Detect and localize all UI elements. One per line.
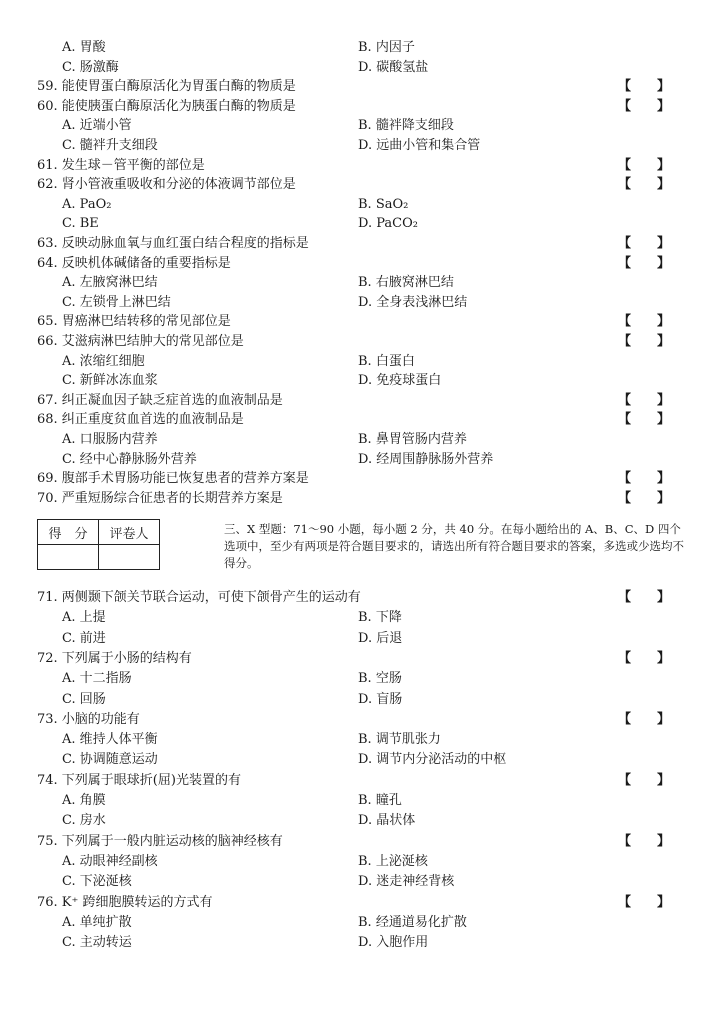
options-row	[0, 690, 720, 710]
question-stem: 76. K⁺ 跨细胞膜转运的方式有	[37, 894, 213, 910]
option-right[interactable]: B. 右腋窝淋巴结	[358, 275, 454, 291]
question-stem: 73. 小脑的功能有	[37, 711, 140, 727]
bracket-left: 【	[618, 833, 632, 849]
answer-bracket[interactable]	[618, 77, 670, 97]
question-row	[0, 771, 720, 791]
answer-bracket[interactable]	[618, 469, 670, 489]
question-row	[0, 410, 720, 430]
option-right[interactable]: B. 经通道易化扩散	[358, 914, 467, 930]
question-stem: 60. 能使胰蛋白酶原活化为胰蛋白酶的物质是	[37, 98, 296, 114]
bracket-right: 】	[656, 255, 670, 271]
question-stem: 59. 能使胃蛋白酶原活化为胃蛋白酶的物质是	[37, 79, 296, 95]
option-right[interactable]: D. 调节内分泌活动的中枢	[358, 752, 507, 768]
answer-bracket[interactable]	[618, 771, 670, 791]
answer-bracket[interactable]	[618, 97, 670, 117]
answer-bracket[interactable]	[618, 710, 670, 730]
option-left[interactable]: C. 前进	[62, 630, 106, 646]
answer-bracket[interactable]	[618, 410, 670, 430]
bracket-left: 【	[618, 236, 632, 251]
question-stem: 66. 艾滋病淋巴结肿大的常见部位是	[37, 334, 244, 349]
score-label: 得 分	[38, 520, 99, 545]
option-right[interactable]: B. 鼻胃管肠内营养	[358, 432, 467, 447]
question-row	[0, 649, 720, 669]
option-left[interactable]: A. 左腋窝淋巴结	[62, 275, 158, 291]
option-left[interactable]: C. BE	[62, 216, 99, 232]
bracket-left: 【	[618, 471, 632, 487]
options-row	[0, 214, 720, 234]
answer-bracket[interactable]	[618, 312, 670, 332]
options-row	[0, 629, 720, 649]
bracket-right: 】	[656, 772, 670, 788]
bracket-right: 】	[656, 894, 670, 910]
bracket-left: 【	[618, 392, 632, 408]
bracket-right: 】	[656, 392, 670, 408]
option-left[interactable]: A. 浓缩红细胞	[62, 353, 145, 369]
bracket-left: 【	[618, 490, 632, 506]
option-right[interactable]: D. 碳酸氢盐	[358, 59, 429, 75]
options-row	[0, 293, 720, 313]
question-stem: 62. 肾小管液重吸收和分泌的体液调节部位是	[37, 177, 296, 193]
question-stem: 68. 纠正重度贫血首选的血液制品是	[37, 412, 244, 428]
question-row	[0, 391, 720, 411]
bracket-right: 】	[656, 314, 670, 330]
answer-bracket[interactable]	[618, 832, 670, 852]
option-right[interactable]: D. 盲肠	[358, 691, 403, 707]
bracket-left: 【	[618, 650, 632, 666]
question-row	[0, 469, 720, 489]
options-row	[0, 116, 720, 136]
answer-bracket[interactable]	[618, 588, 670, 608]
options-row	[0, 450, 720, 470]
bracket-right: 】	[656, 412, 670, 428]
bracket-left: 【	[618, 314, 632, 330]
option-left[interactable]: A. 近端小管	[62, 118, 132, 134]
options-row	[0, 750, 720, 770]
question-row	[0, 254, 720, 274]
option-right[interactable]: D. 全身表浅淋巴结	[358, 294, 468, 310]
answer-bracket[interactable]	[618, 893, 670, 913]
bracket-right: 】	[656, 711, 670, 727]
option-right[interactable]: B. 上泌涎核	[358, 853, 428, 869]
reviewer-cell[interactable]	[99, 545, 160, 570]
question-stem: 71. 两侧颞下颌关节联合运动，可使下颌骨产生的运动有	[37, 590, 361, 605]
option-left[interactable]: C. 髓袢升支细段	[62, 138, 158, 153]
options-row	[0, 852, 720, 872]
question-row	[0, 234, 720, 254]
answer-bracket[interactable]	[618, 254, 670, 274]
options-row	[0, 195, 720, 215]
score-table	[37, 519, 160, 570]
option-right[interactable]: D. 远曲小管和集合管	[358, 138, 481, 153]
reviewer-label: 评卷人	[99, 520, 160, 545]
option-right[interactable]: D. 后退	[358, 630, 403, 646]
answer-bracket[interactable]	[618, 649, 670, 669]
bracket-right: 】	[656, 236, 670, 251]
option-right[interactable]: D. 免疫球蛋白	[358, 373, 442, 389]
options-row	[0, 608, 720, 628]
option-left[interactable]: A. 单纯扩散	[62, 914, 132, 930]
answer-bracket[interactable]	[618, 175, 670, 195]
option-right[interactable]: B. 空肠	[358, 671, 402, 687]
section-instructions: 三、X 型题：71～90 小题，每小题 2 分，共 40 分。在每小题给出的 A、B、C、D 四个选项中，至少有两项是符合题目要求的，请选出所有符合题目要求的答案，多选或少选均不得分。	[224, 522, 684, 570]
options-row	[0, 38, 720, 58]
option-left[interactable]: A. 维持人体平衡	[62, 732, 158, 748]
score-cell[interactable]	[38, 545, 99, 570]
question-stem: 75. 下列属于一般内脏运动核的脑神经核有	[37, 833, 283, 849]
option-left[interactable]: A. 胃酸	[62, 40, 106, 55]
bracket-right: 】	[656, 590, 670, 605]
bracket-left: 【	[618, 98, 632, 114]
option-left[interactable]: A. 十二指肠	[62, 671, 132, 687]
bracket-right: 】	[656, 650, 670, 666]
options-row	[0, 791, 720, 811]
bracket-right: 】	[656, 79, 670, 95]
options-row	[0, 933, 720, 953]
bracket-right: 】	[656, 490, 670, 506]
option-right[interactable]: B. 内因子	[358, 40, 415, 55]
options-row	[0, 371, 720, 391]
option-right[interactable]: D. 迷走神经背核	[358, 874, 455, 890]
bracket-right: 】	[656, 177, 670, 193]
option-right[interactable]: D. PaCO₂	[358, 216, 418, 232]
bracket-left: 【	[618, 157, 632, 173]
question-row	[0, 175, 720, 195]
option-left[interactable]: A. 动眼神经副核	[62, 853, 158, 869]
option-right[interactable]: D. 入胞作用	[358, 935, 429, 951]
option-left[interactable]: C. 新鲜冰冻血浆	[62, 373, 158, 389]
question-stem: 69. 腹部手术胃肠功能已恢复患者的营养方案是	[37, 471, 309, 487]
option-left[interactable]: C. 协调随意运动	[62, 752, 158, 768]
options-row	[0, 352, 720, 372]
question-stem: 74. 下列属于眼球折(屈)光装置的有	[37, 772, 241, 788]
options-row	[0, 730, 720, 750]
question-stem: 64. 反映机体碱储备的重要指标是	[37, 255, 231, 271]
bracket-left: 【	[618, 711, 632, 727]
question-row	[0, 893, 720, 913]
option-right[interactable]: B. 白蛋白	[358, 353, 415, 369]
question-stem: 67. 纠正凝血因子缺乏症首选的血液制品是	[37, 392, 283, 408]
section-header	[37, 519, 684, 579]
option-left[interactable]: C. 肠激酶	[62, 59, 119, 75]
option-left[interactable]: A. 上提	[62, 610, 106, 626]
question-row	[0, 156, 720, 176]
question-stem: 72. 下列属于小肠的结构有	[37, 650, 192, 666]
bracket-right: 】	[656, 471, 670, 487]
bracket-left: 【	[618, 79, 632, 95]
answer-bracket[interactable]	[618, 234, 670, 254]
options-row	[0, 913, 720, 933]
question-stem: 70. 严重短肠综合征患者的长期营养方案是	[37, 490, 283, 506]
options-row	[0, 669, 720, 689]
answer-bracket[interactable]	[618, 391, 670, 411]
bracket-left: 【	[618, 177, 632, 193]
question-row	[0, 489, 720, 509]
answer-bracket[interactable]	[618, 332, 670, 352]
bracket-right: 】	[656, 98, 670, 114]
option-right[interactable]: D. 经周围静脉肠外营养	[358, 451, 494, 467]
option-right[interactable]: B. SaO₂	[358, 196, 409, 212]
options-row	[0, 872, 720, 892]
option-left[interactable]: C. 经中心静脉肠外营养	[62, 451, 197, 467]
question-stem: 61. 发生球－管平衡的部位是	[37, 157, 205, 173]
options-row	[0, 58, 720, 78]
question-row	[0, 77, 720, 97]
option-left[interactable]: C. 左锁骨上淋巴结	[62, 294, 171, 310]
options-row	[0, 136, 720, 156]
bracket-right: 】	[656, 833, 670, 849]
options-row	[0, 811, 720, 831]
question-stem: 63. 反映动脉血氧与血红蛋白结合程度的指标是	[37, 236, 309, 251]
bracket-left: 【	[618, 412, 632, 428]
bracket-left: 【	[618, 334, 632, 349]
option-right[interactable]: B. 调节肌张力	[358, 732, 441, 748]
question-row	[0, 832, 720, 852]
options-row	[0, 430, 720, 450]
bracket-left: 【	[618, 894, 632, 910]
bracket-right: 】	[656, 157, 670, 173]
option-left[interactable]: A. PaO₂	[62, 196, 112, 212]
option-right[interactable]: D. 晶状体	[358, 813, 416, 829]
options-row	[0, 273, 720, 293]
bracket-right: 】	[656, 334, 670, 349]
question-row	[0, 710, 720, 730]
bracket-left: 【	[618, 772, 632, 788]
option-left[interactable]: A. 口服肠内营养	[62, 432, 158, 447]
option-right[interactable]: B. 瞳孔	[358, 793, 402, 808]
question-stem: 65. 胃癌淋巴结转移的常见部位是	[37, 314, 231, 330]
answer-bracket[interactable]	[618, 489, 670, 509]
option-left[interactable]: C. 回肠	[62, 691, 106, 707]
option-right[interactable]: B. 髓袢降支细段	[358, 118, 454, 134]
option-left[interactable]: A. 角膜	[62, 793, 106, 808]
option-right[interactable]: B. 下降	[358, 610, 402, 626]
bracket-left: 【	[618, 255, 632, 271]
question-row	[0, 97, 720, 117]
option-left[interactable]: C. 房水	[62, 813, 106, 829]
question-row	[0, 312, 720, 332]
answer-bracket[interactable]	[618, 156, 670, 176]
question-row	[0, 332, 720, 352]
option-left[interactable]: C. 下泌涎核	[62, 874, 132, 890]
option-left[interactable]: C. 主动转运	[62, 935, 132, 951]
bracket-left: 【	[618, 590, 632, 605]
question-row	[0, 588, 720, 608]
